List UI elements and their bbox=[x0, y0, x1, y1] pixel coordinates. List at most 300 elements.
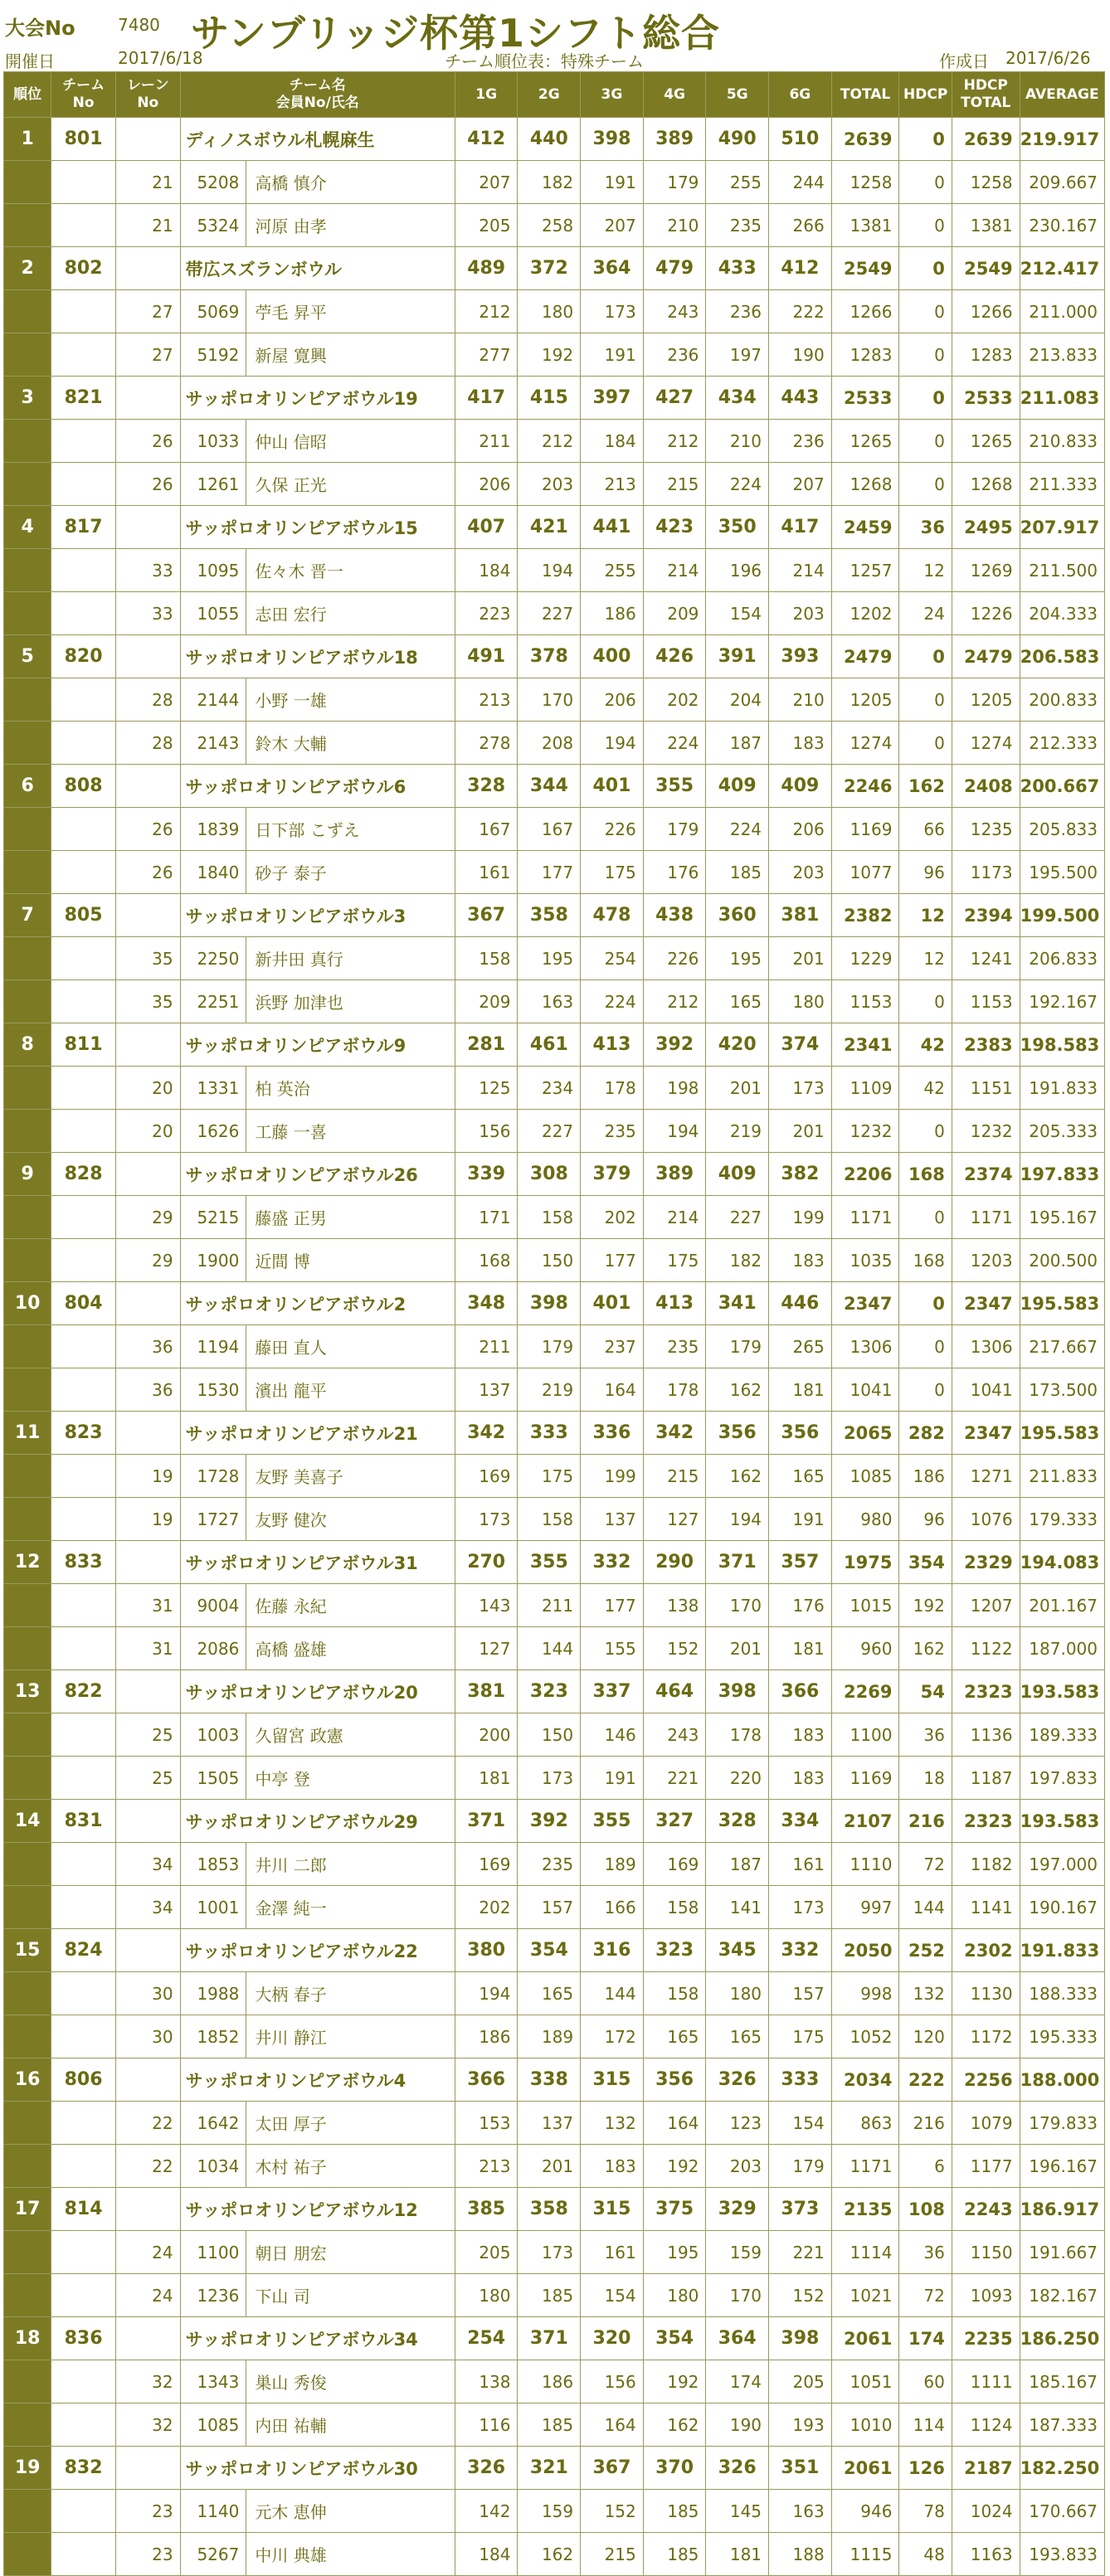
lane-number: 28 bbox=[115, 678, 180, 722]
lane-number bbox=[115, 765, 180, 808]
game-score: 152 bbox=[769, 2274, 832, 2317]
team-row bbox=[4, 377, 1105, 420]
rank-cell bbox=[4, 678, 51, 722]
game-score: 137 bbox=[455, 1368, 518, 1412]
game-score: 203 bbox=[706, 2145, 769, 2188]
game-score: 332 bbox=[769, 1929, 832, 1972]
game-score: 188 bbox=[769, 2533, 832, 2576]
lane-number: 22 bbox=[115, 2102, 180, 2145]
team-row bbox=[4, 1929, 1105, 1972]
col-g2: 2G bbox=[518, 72, 581, 118]
game-score: 179 bbox=[643, 161, 706, 204]
team-number: 806 bbox=[51, 2058, 116, 2102]
game-score: 433 bbox=[706, 247, 769, 290]
game-score: 143 bbox=[455, 1584, 518, 1627]
total-score: 998 bbox=[831, 1972, 899, 2015]
team-rank: 7 bbox=[4, 894, 51, 937]
game-score: 213 bbox=[455, 2145, 518, 2188]
total-score: 1115 bbox=[831, 2533, 899, 2576]
game-score: 426 bbox=[643, 635, 706, 678]
average-score: 195.583 bbox=[1020, 1412, 1104, 1455]
hdcp-total-score: 1153 bbox=[952, 980, 1020, 1023]
game-score: 358 bbox=[518, 894, 581, 937]
average-score: 217.667 bbox=[1020, 1325, 1104, 1368]
lane-number: 32 bbox=[115, 2403, 180, 2447]
total-score: 1110 bbox=[831, 1843, 899, 1886]
member-row bbox=[4, 592, 1105, 635]
game-score: 236 bbox=[643, 333, 706, 377]
team-row bbox=[4, 635, 1105, 678]
member-id: 5215 bbox=[180, 1196, 246, 1239]
average-score: 195.167 bbox=[1020, 1196, 1104, 1239]
member-name: 藤田 直人 bbox=[246, 1325, 455, 1368]
game-score: 162 bbox=[706, 1455, 769, 1498]
member-id: 1095 bbox=[180, 549, 246, 592]
hdcp-score: 0 bbox=[899, 1325, 952, 1368]
game-score: 366 bbox=[455, 2058, 518, 2102]
rank-cell bbox=[4, 1843, 51, 1886]
member-name: 井川 静江 bbox=[246, 2015, 455, 2058]
hdcp-total-score: 2533 bbox=[952, 377, 1020, 420]
game-score: 243 bbox=[643, 290, 706, 333]
game-score: 123 bbox=[706, 2102, 769, 2145]
member-name: 友野 健次 bbox=[246, 1498, 455, 1541]
team-number: 836 bbox=[51, 2317, 116, 2360]
average-score: 212.333 bbox=[1020, 722, 1104, 765]
game-score: 202 bbox=[581, 1196, 644, 1239]
hdcp-total-score: 1187 bbox=[952, 1757, 1020, 1800]
game-score: 254 bbox=[455, 2317, 518, 2360]
average-score: 191.833 bbox=[1020, 1067, 1104, 1110]
team-row bbox=[4, 2188, 1105, 2231]
member-name: 工藤 一喜 bbox=[246, 1110, 455, 1153]
team-number bbox=[51, 1067, 116, 1110]
member-id: 1034 bbox=[180, 2145, 246, 2188]
average-score: 197.833 bbox=[1020, 1757, 1104, 1800]
rank-cell bbox=[4, 204, 51, 247]
team-row bbox=[4, 2447, 1105, 2490]
rank-cell bbox=[4, 2274, 51, 2317]
hdcp-score: 0 bbox=[899, 635, 952, 678]
rank-cell bbox=[4, 2360, 51, 2403]
rank-cell bbox=[4, 1584, 51, 1627]
game-score: 165 bbox=[706, 2015, 769, 2058]
hdcp-score: 12 bbox=[899, 937, 952, 980]
game-score: 161 bbox=[581, 2231, 644, 2274]
total-score: 2459 bbox=[831, 506, 899, 549]
game-score: 190 bbox=[706, 2403, 769, 2447]
game-score: 152 bbox=[643, 1627, 706, 1670]
lane-number bbox=[115, 1153, 180, 1196]
member-name: 井川 二郎 bbox=[246, 1843, 455, 1886]
game-score: 219 bbox=[518, 1368, 581, 1412]
game-score: 400 bbox=[581, 635, 644, 678]
game-score: 392 bbox=[643, 1023, 706, 1067]
member-id: 1194 bbox=[180, 1325, 246, 1368]
team-rank: 4 bbox=[4, 506, 51, 549]
game-score: 183 bbox=[769, 1239, 832, 1282]
hdcp-score: 282 bbox=[899, 1412, 952, 1455]
game-score: 258 bbox=[518, 204, 581, 247]
hdcp-total-score: 1172 bbox=[952, 2015, 1020, 2058]
page-title: サンブリッジ杯第1シフト総合 bbox=[191, 11, 721, 56]
game-score: 189 bbox=[518, 2015, 581, 2058]
rank-cell bbox=[4, 2231, 51, 2274]
member-name: 河原 由孝 bbox=[246, 204, 455, 247]
member-id: 1839 bbox=[180, 808, 246, 851]
game-score: 161 bbox=[769, 1843, 832, 1886]
game-score: 170 bbox=[706, 2274, 769, 2317]
total-score: 997 bbox=[831, 1886, 899, 1929]
game-score: 223 bbox=[455, 592, 518, 635]
hdcp-total-score: 1079 bbox=[952, 2102, 1020, 2145]
hdcp-total-score: 2383 bbox=[952, 1023, 1020, 1067]
hdcp-score: 162 bbox=[899, 765, 952, 808]
game-score: 421 bbox=[518, 506, 581, 549]
average-score: 186.250 bbox=[1020, 2317, 1104, 2360]
game-score: 165 bbox=[769, 1455, 832, 1498]
hdcp-score: 144 bbox=[899, 1886, 952, 1929]
total-score: 2246 bbox=[831, 765, 899, 808]
game-score: 194 bbox=[581, 722, 644, 765]
game-score: 181 bbox=[455, 1757, 518, 1800]
hdcp-total-score: 2187 bbox=[952, 2447, 1020, 2490]
team-rank: 14 bbox=[4, 1800, 51, 1843]
average-score: 207.917 bbox=[1020, 506, 1104, 549]
hdcp-total-score: 1226 bbox=[952, 592, 1020, 635]
game-score: 207 bbox=[581, 204, 644, 247]
hdcp-score: 0 bbox=[899, 290, 952, 333]
team-number bbox=[51, 2533, 116, 2576]
member-id: 2250 bbox=[180, 937, 246, 980]
game-score: 234 bbox=[518, 1067, 581, 1110]
team-rank: 13 bbox=[4, 1670, 51, 1713]
game-score: 213 bbox=[581, 463, 644, 506]
game-score: 164 bbox=[581, 2403, 644, 2447]
team-number bbox=[51, 1455, 116, 1498]
game-score: 163 bbox=[769, 2490, 832, 2533]
game-score: 179 bbox=[769, 2145, 832, 2188]
member-id: 1505 bbox=[180, 1757, 246, 1800]
game-score: 175 bbox=[643, 1239, 706, 1282]
hdcp-score: 126 bbox=[899, 2447, 952, 2490]
member-name: 元木 恵伸 bbox=[246, 2490, 455, 2533]
hdcp-score: 0 bbox=[899, 333, 952, 377]
game-score: 479 bbox=[643, 247, 706, 290]
member-row bbox=[4, 333, 1105, 377]
game-score: 374 bbox=[769, 1023, 832, 1067]
game-score: 207 bbox=[769, 463, 832, 506]
team-rank: 16 bbox=[4, 2058, 51, 2102]
game-score: 138 bbox=[455, 2360, 518, 2403]
team-rank: 9 bbox=[4, 1153, 51, 1196]
member-name: 中川 典雄 bbox=[246, 2533, 455, 2576]
game-score: 364 bbox=[581, 247, 644, 290]
lane-number: 34 bbox=[115, 1886, 180, 1929]
average-score: 170.667 bbox=[1020, 2490, 1104, 2533]
lane-number: 34 bbox=[115, 1843, 180, 1886]
hdcp-score: 96 bbox=[899, 851, 952, 894]
game-score: 159 bbox=[706, 2231, 769, 2274]
game-score: 169 bbox=[643, 1843, 706, 1886]
average-score: 192.167 bbox=[1020, 980, 1104, 1023]
lane-number: 22 bbox=[115, 2145, 180, 2188]
average-score: 219.917 bbox=[1020, 118, 1104, 161]
member-row bbox=[4, 2145, 1105, 2188]
rank-cell bbox=[4, 333, 51, 377]
game-score: 165 bbox=[518, 1972, 581, 2015]
lane-number bbox=[115, 1800, 180, 1843]
hdcp-total-score: 1122 bbox=[952, 1627, 1020, 1670]
team-name: サッポロオリンピアボウル30 bbox=[180, 2447, 455, 2490]
game-score: 355 bbox=[581, 1800, 644, 1843]
team-number: 811 bbox=[51, 1023, 116, 1067]
game-score: 323 bbox=[643, 1929, 706, 1972]
hdcp-total-score: 1241 bbox=[952, 937, 1020, 980]
member-name: 久保 正光 bbox=[246, 463, 455, 506]
team-number bbox=[51, 2360, 116, 2403]
hdcp-score: 0 bbox=[899, 678, 952, 722]
game-score: 412 bbox=[769, 247, 832, 290]
lane-number: 33 bbox=[115, 592, 180, 635]
team-rank: 10 bbox=[4, 1282, 51, 1325]
average-score: 188.333 bbox=[1020, 1972, 1104, 2015]
member-id: 2143 bbox=[180, 722, 246, 765]
game-score: 337 bbox=[581, 1670, 644, 1713]
member-id: 1853 bbox=[180, 1843, 246, 1886]
game-score: 235 bbox=[581, 1110, 644, 1153]
hdcp-score: 0 bbox=[899, 420, 952, 463]
game-score: 145 bbox=[706, 2490, 769, 2533]
team-number: 832 bbox=[51, 2447, 116, 2490]
game-score: 342 bbox=[643, 1412, 706, 1455]
total-score: 2639 bbox=[831, 118, 899, 161]
game-score: 191 bbox=[581, 333, 644, 377]
average-score: 230.167 bbox=[1020, 204, 1104, 247]
lane-number bbox=[115, 2058, 180, 2102]
rank-cell bbox=[4, 1368, 51, 1412]
game-score: 183 bbox=[769, 722, 832, 765]
member-row bbox=[4, 980, 1105, 1023]
hdcp-score: 0 bbox=[899, 247, 952, 290]
game-score: 339 bbox=[455, 1153, 518, 1196]
hdcp-total-score: 1205 bbox=[952, 678, 1020, 722]
total-score: 1258 bbox=[831, 161, 899, 204]
member-name: 巣山 秀俊 bbox=[246, 2360, 455, 2403]
member-id: 5069 bbox=[180, 290, 246, 333]
game-score: 412 bbox=[455, 118, 518, 161]
average-score: 199.500 bbox=[1020, 894, 1104, 937]
game-score: 224 bbox=[706, 463, 769, 506]
game-score: 356 bbox=[769, 1412, 832, 1455]
member-row bbox=[4, 1972, 1105, 2015]
average-score: 195.583 bbox=[1020, 1282, 1104, 1325]
total-score: 1052 bbox=[831, 2015, 899, 2058]
average-score: 191.833 bbox=[1020, 1929, 1104, 1972]
member-id: 2251 bbox=[180, 980, 246, 1023]
game-score: 199 bbox=[581, 1455, 644, 1498]
hdcp-total-score: 1124 bbox=[952, 2403, 1020, 2447]
rank-cell bbox=[4, 1972, 51, 2015]
team-number bbox=[51, 592, 116, 635]
hdcp-score: 54 bbox=[899, 1670, 952, 1713]
average-score: 213.833 bbox=[1020, 333, 1104, 377]
total-score: 1010 bbox=[831, 2403, 899, 2447]
team-row bbox=[4, 765, 1105, 808]
lane-number: 20 bbox=[115, 1067, 180, 1110]
team-number bbox=[51, 463, 116, 506]
lane-number bbox=[115, 118, 180, 161]
hdcp-score: 216 bbox=[899, 1800, 952, 1843]
game-score: 185 bbox=[643, 2490, 706, 2533]
game-score: 175 bbox=[581, 851, 644, 894]
member-id: 1085 bbox=[180, 2403, 246, 2447]
hdcp-score: 42 bbox=[899, 1023, 952, 1067]
hdcp-total-score: 2235 bbox=[952, 2317, 1020, 2360]
member-row bbox=[4, 1713, 1105, 1757]
average-score: 193.833 bbox=[1020, 2533, 1104, 2576]
game-score: 197 bbox=[706, 333, 769, 377]
game-score: 164 bbox=[581, 1368, 644, 1412]
game-score: 409 bbox=[769, 765, 832, 808]
game-score: 174 bbox=[706, 2360, 769, 2403]
hdcp-total-score: 1203 bbox=[952, 1239, 1020, 1282]
average-score: 195.500 bbox=[1020, 851, 1104, 894]
game-score: 315 bbox=[581, 2058, 644, 2102]
team-number: 831 bbox=[51, 1800, 116, 1843]
team-rank: 15 bbox=[4, 1929, 51, 1972]
average-score: 173.500 bbox=[1020, 1368, 1104, 1412]
hdcp-total-score: 1265 bbox=[952, 420, 1020, 463]
hdcp-score: 0 bbox=[899, 377, 952, 420]
game-score: 398 bbox=[518, 1282, 581, 1325]
lane-number: 21 bbox=[115, 204, 180, 247]
game-score: 164 bbox=[643, 2102, 706, 2145]
member-row bbox=[4, 1757, 1105, 1800]
game-score: 187 bbox=[706, 1843, 769, 1886]
game-score: 255 bbox=[706, 161, 769, 204]
team-name: サッポロオリンピアボウル2 bbox=[180, 1282, 455, 1325]
team-number bbox=[51, 1110, 116, 1153]
hdcp-total-score: 1258 bbox=[952, 161, 1020, 204]
game-score: 179 bbox=[518, 1325, 581, 1368]
game-score: 423 bbox=[643, 506, 706, 549]
hdcp-score: 36 bbox=[899, 2231, 952, 2274]
col-average: AVERAGE bbox=[1020, 72, 1104, 118]
game-score: 177 bbox=[581, 1239, 644, 1282]
game-score: 158 bbox=[643, 1886, 706, 1929]
total-score: 2050 bbox=[831, 1929, 899, 1972]
game-score: 326 bbox=[455, 2447, 518, 2490]
hdcp-total-score: 1171 bbox=[952, 1196, 1020, 1239]
game-score: 150 bbox=[518, 1713, 581, 1757]
game-score: 209 bbox=[455, 980, 518, 1023]
game-score: 209 bbox=[643, 592, 706, 635]
member-id: 1236 bbox=[180, 2274, 246, 2317]
game-score: 166 bbox=[581, 1886, 644, 1929]
member-row bbox=[4, 2102, 1105, 2145]
game-score: 345 bbox=[706, 1929, 769, 1972]
hdcp-score: 192 bbox=[899, 1584, 952, 1627]
member-name: 日下部 こずえ bbox=[246, 808, 455, 851]
member-name: 仲山 信昭 bbox=[246, 420, 455, 463]
total-score: 1205 bbox=[831, 678, 899, 722]
lane-number: 29 bbox=[115, 1196, 180, 1239]
average-score: 185.167 bbox=[1020, 2360, 1104, 2403]
game-score: 184 bbox=[581, 420, 644, 463]
lane-number bbox=[115, 1282, 180, 1325]
game-score: 141 bbox=[706, 1886, 769, 1929]
team-number: 817 bbox=[51, 506, 116, 549]
team-number: 802 bbox=[51, 247, 116, 290]
game-score: 210 bbox=[706, 420, 769, 463]
team-name: サッポロオリンピアボウル15 bbox=[180, 506, 455, 549]
game-score: 214 bbox=[643, 549, 706, 592]
game-score: 180 bbox=[643, 2274, 706, 2317]
game-score: 186 bbox=[455, 2015, 518, 2058]
member-id: 5208 bbox=[180, 161, 246, 204]
game-score: 203 bbox=[518, 463, 581, 506]
hdcp-total-score: 2347 bbox=[952, 1282, 1020, 1325]
event-date: 2017/6/18 bbox=[118, 48, 203, 68]
total-score: 1202 bbox=[831, 592, 899, 635]
game-score: 389 bbox=[643, 118, 706, 161]
total-score: 1171 bbox=[831, 2145, 899, 2188]
member-id: 1840 bbox=[180, 851, 246, 894]
hdcp-total-score: 1076 bbox=[952, 1498, 1020, 1541]
hdcp-score: 96 bbox=[899, 1498, 952, 1541]
game-score: 355 bbox=[643, 765, 706, 808]
game-score: 176 bbox=[643, 851, 706, 894]
member-id: 1100 bbox=[180, 2231, 246, 2274]
rank-cell bbox=[4, 2015, 51, 2058]
game-score: 154 bbox=[581, 2274, 644, 2317]
hdcp-score: 174 bbox=[899, 2317, 952, 2360]
game-score: 194 bbox=[455, 1972, 518, 2015]
col-g4: 4G bbox=[643, 72, 706, 118]
game-score: 338 bbox=[518, 2058, 581, 2102]
game-score: 162 bbox=[518, 2533, 581, 2576]
average-score: 193.583 bbox=[1020, 1670, 1104, 1713]
rank-cell bbox=[4, 722, 51, 765]
game-score: 461 bbox=[518, 1023, 581, 1067]
team-number: 828 bbox=[51, 1153, 116, 1196]
game-score: 438 bbox=[643, 894, 706, 937]
game-score: 398 bbox=[769, 2317, 832, 2360]
team-row bbox=[4, 1153, 1105, 1196]
team-row bbox=[4, 1412, 1105, 1455]
team-name: サッポロオリンピアボウル3 bbox=[180, 894, 455, 937]
date-label: 開催日 bbox=[5, 51, 55, 71]
game-score: 420 bbox=[706, 1023, 769, 1067]
member-name: 佐々木 晋一 bbox=[246, 549, 455, 592]
average-score: 198.583 bbox=[1020, 1023, 1104, 1067]
game-score: 201 bbox=[518, 2145, 581, 2188]
lane-number bbox=[115, 2317, 180, 2360]
team-rank: 18 bbox=[4, 2317, 51, 2360]
game-score: 181 bbox=[706, 2533, 769, 2576]
game-score: 441 bbox=[581, 506, 644, 549]
lane-number: 24 bbox=[115, 2274, 180, 2317]
hdcp-total-score: 1271 bbox=[952, 1455, 1020, 1498]
lane-number: 26 bbox=[115, 420, 180, 463]
total-score: 863 bbox=[831, 2102, 899, 2145]
hdcp-score: 216 bbox=[899, 2102, 952, 2145]
game-score: 183 bbox=[581, 2145, 644, 2188]
team-row bbox=[4, 1023, 1105, 1067]
team-number bbox=[51, 1843, 116, 1886]
team-name: サッポロオリンピアボウル26 bbox=[180, 1153, 455, 1196]
